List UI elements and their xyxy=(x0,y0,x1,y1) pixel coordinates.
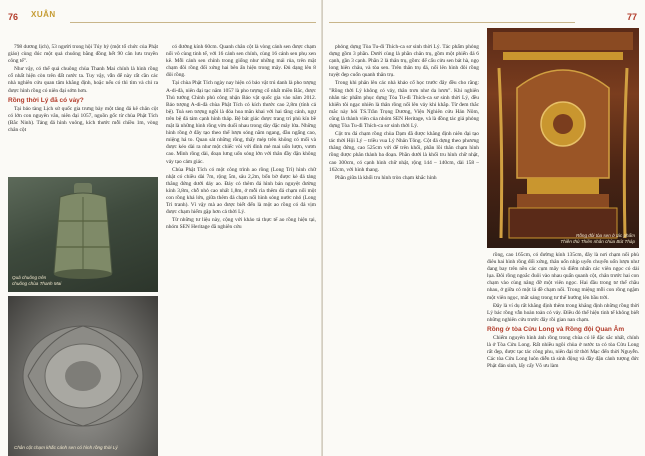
paragraph: Đây là ví dụ rất khẳng định thêm trong khẳng định những rồng thời Lý bác rồng vẫn hoàn toàn có vảy. Điều đó thể hiện tinh tế không biết những nghiên cứu trước đây rồi gian nan chạm. xyxy=(487,302,639,323)
brand-logo: XUÂN xyxy=(31,10,56,19)
right-col-1 xyxy=(329,44,479,183)
page-number-right: 77 xyxy=(626,12,637,22)
lotus-base-photo xyxy=(8,296,158,456)
bell-photo xyxy=(8,177,158,292)
paragraph: Trong khi phân lên các nhà khảo cổ học trước đây đều cho rằng: "Rồng thời Lý không có vảy, thân trơn như da lươn". Khi nghiên nhân tác phẩm phục dựng Tòa Tu-đi Thích-ca sơ sinh thời Lý, đều khiến tôi ngạc nhiên là thân rồng nổi lên vảy khi khắp. Từ đem thắc mắc này hỏi TS.Trần Trọng Dương, Viện Nghiên cứu Hán Nôm, cũng là thành viên của nhóm SEN Heritage, và là đồng tác giả phỏng dựng Tòa Tu-đi Thích-ca sơ sinh thời Lý. xyxy=(329,80,479,130)
paragraph: Từ những tư liệu này, cộng với khảo tả thực tế ao rồng hiện tại, nhóm SEN Heritage đã nghiên cứu xyxy=(166,217,316,231)
shrine-caption: Rồng đôi tòa sen ở tác phẩm Thiền thủ Thiên nhân chùa Bút Tháp xyxy=(560,233,635,244)
paragraph: phỏng dựng Tòa Tu-đi Thích-ca sơ sinh thời Lý. Tác phẩm phỏng dựng gồm 3 phần. Dưới cùng là phần chân trụ, gồm một phiến đá 6 cạnh, gần 3 cạnh. Phần 2 là thân trụ, gồm: đế cẩu cửu sen bát hà, ngọ long hiên châu, và tòa sen. Trên thân trụ đá, nổi lên hình đôi rồng tuyệt đẹp cuốn quanh thân trụ. xyxy=(329,44,479,79)
right-page xyxy=(323,0,645,456)
paragraph: Tại bảo tàng Lịch sử quốc gia trưng bày một tảng đá kê chân cột có lớn con nguyên văn, niên đại 1057, nguồn gốc từ chùa Phật Tích (Bắc Ninh). Tảng đá hình vuông, kích thước mỗi chiều 1m, vòng chân cột xyxy=(8,105,158,133)
paragraph: Tại chùa Phật Tích ngày nay hiện có bảo vật trú danh là pho tượng A-di-đà, niên đại tạc năm 1057 là pho tượng cổ nhất miền Bắc, được Thủ tướng Chính phủ công nhận Bảo vật quốc gia vào năm 2012. Bảo tượng A-di-đà chùa Phật Tích có kích thước cao 2,8m (tính cả bệ). Toà sen tượng ngồi là đóa hoa mãn khai với hai tầng cánh, ngự trên bệ đá tám cạnh hình tháp. Bệ bát giác được trang trí phù kín bề mặt là những hình rồng vờn duối nhau trong dày đặc mây lửa. Những hình rồng ở đây tạo theo thể lượn sóng nằm ngang, đầu ngẩng cao, miệng há to. Quan sát những rồng, thấy mép trên không có mối và được kéo dài ra như một chiếc vòi với đỉnh mẻ mai uốn lượn, vươn cao. Mình rồng dài, đoạn lưng uốn sóng lớn với thân đầy đặn không vảy tạo cảm giác. xyxy=(166,80,316,165)
left-col-1 xyxy=(8,44,158,135)
lotus-base-caption: Chân cột chạm khắc cánh sen có hình rồng thời Lý xyxy=(14,445,118,450)
paragraph: Cột tru đá chạm rồng chùa Dạm đã được khẳng định niên đại tạo tác thời Hội Lý – triều vua Lý Nhân Tông. Cột đá dựng theo phương thẳng đứng, cao 525cm với đế trên khối, phần lõi thân chạm hình rồng được phân thành ba đoạn. Phần dưới là khối tru hình chữ nhật, cao 300cm, có cạnh hình chữ nhật, rộng 144 – 140cm, dài 158 – 162cm, với hình thang. xyxy=(329,131,479,173)
paragraph: 798 dương lịch), 53 người trong hội Túy hỷ (một tổ chức của Phật giáo) cùng đúc một quả chuông bằng đồng hết 90 cân lưu truyền công tế". xyxy=(8,44,158,65)
header-rule-right xyxy=(329,22,575,23)
header-rule-left xyxy=(70,22,316,23)
page-number-left: 76 xyxy=(8,12,19,22)
paragraph: Phần giữa là khối tru hình tròn chạm khắc hình xyxy=(335,174,437,181)
section-heading: Rồng thời Lý đã có vảy? xyxy=(8,96,84,104)
paragraph: Như vậy, có thể quả chuông chùa Thanh Mai chính là hình rồng cổ nhất hiện còn trên đất nước ta. Tuy vậy, vẫn để này rất cần các nhà nghiên cứu quan tâm khẳng định, hoặc nếu có thì tìm và chỉ ra được hình rồng có niên đại sớm hơn. xyxy=(8,66,158,94)
shrine-illustration xyxy=(487,28,639,248)
right-col-2 xyxy=(487,252,639,371)
paragraph: có đường kính 60cm. Quanh chân cột là vòng cánh sen được chạm nổi vô cùng tinh tế, với 16 cánh sen chính, cùng 16 cánh sen phụ xen kẽ. Mỗi cánh sen chính trong giống như những mái rủa, trên mặt chạm đôi rồng đối xứng hai bên ẩn hiện trong mây. Đủ dạng lên 8 đôi rồng. xyxy=(166,44,316,79)
paragraph: Chiếm nguyên hình ảnh rồng trong chùa có lẽ đặc sắc nhất, chính là ở Tòa Cửu Long. Rất nhiều ngôi chùa ở nước ta có tòa Cửu Long rất đẹp, được tạc tác công phu, niên đại từ thời Mạc đến thời Nguyễn. Các tòa Cửu Long luôn diễn tả sinh động và đầy đặn cảnh tượng đức Phật đản sinh, lấy cấy Võ ưu làm xyxy=(487,334,639,370)
left-col-2 xyxy=(166,44,316,232)
bell-caption: Quả chuông trên chuông chùa Thanh Mai xyxy=(12,275,62,286)
paragraph: rồng, cao 165cm, có đường kính 135cm, đây là nơi chạm nổi phù điêu hai hình rồng đối xứng, thân uốn nhịp uyển chuyển uốn lượn như đang bay trên nền các cụm mây và điểm nhấn các viên ngọc có dài lụa. Đôi rồng ngoắc đuôi vào nhau quấn quanh cột, chân trước hai con chạm vào cùng nâng đỡ một viên ngọc. Hai đầu trong tư thế chầu nhau, ở giữa có một lá đề chạm nổi. Trong miệng mỗi con rồng ngậm một viên ngọc, mắt sáng trong tư thế hướng lên bầu trời. xyxy=(487,252,639,301)
lotus-base-illustration xyxy=(8,296,158,456)
paragraph: Chùa Phật Tích có một công trình ao rồng (Long Trì) hình chữ nhật có chiều dài 7m, rộng 5m, sâu 2,2m, bốn bờ được kè đá tảng thẳng đứng dưới dáy ao. Đáy có thêm đá hình bán nguyệt đường kính 3,8m, chỗ nhỏ cao nhất 1,8m, ở mỗi rìa thêm đá chạm nổi một con rồng khá lớn, giữa thêm đá chạm nổi hình sóng nước nhỏ (Long Trì tranh). Vì vậy mà ao được biết đến là một ao rồng có đá vịm được chạm hiếm gặp hơn cả thời Lý. xyxy=(166,166,316,216)
left-page xyxy=(0,0,322,456)
shrine-photo xyxy=(487,28,639,248)
section-heading: Rồng ở tòa Cửu Long và Rồng đội Quan Âm xyxy=(487,325,625,333)
